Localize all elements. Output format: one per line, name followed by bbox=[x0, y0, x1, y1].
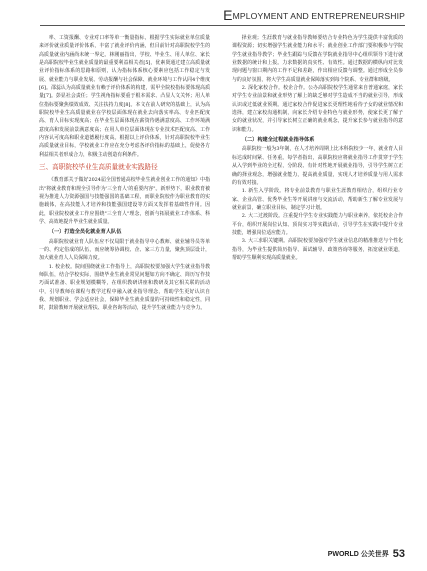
left-column bbox=[39, 34, 210, 313]
page-number: 53 bbox=[392, 548, 405, 560]
paragraph: 《教育部关于做好2024届全国普通高校毕业生就业创业工作的通知》中指出"将就业教育和规全引导作为'三全育人'的重要内容"。新形势下，职业教育被视为推进人力资源强国与技能强国的基础工程，而职业院校作为职业教育的实施载体，在高技能人才培养和技能强国建设等方面又发挥着基础性作用。因此，职业院校就业工作应围绕"三全育人"理念，创新与拓展就业工作体系、科学、高效地提升毕业生就业质量。 bbox=[39, 177, 210, 225]
section-title-initial: E bbox=[223, 7, 233, 23]
paragraph: 率、工资报酬、专业对口率等单一衡量指标，根据学生实际就业单位质量来评价就业质量评价体系，丰富了就业评价内涵，但目前针对高职院校学生的高质量就业内涵尚未统一界定。林刚丽指出，学校、毕业生、用人单位、家长是高职院校毕业生就业质量的最重要利益相关者[5]，优素贤通过建立高质量就业评价指标体系的思路和原则，认为指标体系核心要素应包括工作稳定与发展、就业能力与职业发展、劳动报酬与社会保障、就业环境与工作认同4个维度[6]。邵蕊认为高质量就业有赖于评价体系的构建，需甲全院校指标要体现高质量[7]。彭显社会责任；学生视角指标要重于根本需求、凸显人文关怀；用人单位指标要聚焦绩效成效、关注扶持力度[8]。本文在前人研究的基础上，认为高职院校毕业生高质量就业在学校层面体现在就业去向落实率高、专业匹配度高、育人目标实现度高；在毕业生层面体现在薪资待遇满意度高、工作环境满意度高和发展前景满意度高；在用人单位层面体现在专业技术匹配度高、工作内容认可度高和职业道德履行度高。根据以上评价体系，针对高职院校毕业生高质量就业目标，学校就业工作应在充分考虑各评价指标的基础上，促使各方利益相关者形成合力，积极主动创造有利条件。 bbox=[39, 35, 210, 158]
paragraph: 2. 大二过渡阶段。注重提升学生专业实践能力与职业素养，依托校企合作平台，组织开展岗位认知、顶岗实习等实践活动，引导学生在实践中提升专业技能，增强岗位适应能力。 bbox=[232, 213, 403, 236]
paragraph: 1. 新生入学阶段。将专业前景教育与职业生涯教育相结合，组织行业专家、企业高管、优秀毕业生等开展讲座与交流活动，帮助新生了解专业发展与就业前景，确立职业目标，制定学习计划。 bbox=[232, 188, 403, 211]
paragraph: 3. 大三求职关键期。高职院校要加强对学生就业信息的精准推送与个性化指导，为毕业生提供简历指导、面试辅导、政策咨询等服务，拓宽就业渠道，帮助学生顺利实现高质量就业。 bbox=[232, 238, 403, 261]
paragraph: 择业观；生涯教育与就业指导教师要结合专业特色为学生提供丰富优质的课程资源；切实增强学生就业能力和水平；就业创业工作部门要积极参与学院学生就业指导教学；毕业生跟踪与反馈在学院就业指导中心组织领导下进行就业数据的统计和上报。力求数据的真实性、有效性。通过数据的横纵向对比发现问题与窗口期内的工作不足和差距，作出相应反馈与调整。通过形成全员参与的良好氛围，将大学生高质量就业保障落实到每个院系、专业群和班级。 bbox=[232, 35, 403, 83]
subsection-heading: （一）打造全员化就业育人队伍 bbox=[48, 229, 122, 236]
journal-name: PWORLD 公关世界 bbox=[327, 551, 389, 558]
section-title-rest: MPLOYMENT AND ENTREPRENEURSHIP bbox=[232, 11, 405, 21]
header-rule bbox=[40, 25, 405, 26]
section-title bbox=[223, 9, 405, 22]
paragraph: 高职院校一般为3年制，在人才培养周期上比本科院校少一年，就业育人目标达成时间紧、任务重。每学者指出，高职院校应将就业指导工作贯穿于学生从入学到毕业的全过程，分阶段、有针对性地开展就业指导，引导学生树立正确的择业观念，增强就业能力，提高就业质量，实现人才培养质量与用人需求的有效对接。 bbox=[232, 146, 403, 186]
subsection-heading: （二）构建全过程就业指导体系 bbox=[241, 137, 315, 144]
paragraph: 1. 校企校。院间围绕就业工作指导上，高职院校要加强大学生就业指导教师队伍，结合学校实际，围绕毕业生就业常见问题如方向不确定、简历写作技巧面试准备、职业规划模糊等，在组织教研讲座和教研及其它相关联的活动中，引导教师在课程与教学过程中融入就业指导理念，帮助学生更好认识自我、规划职业、学会适应社会，保障毕业生就业质量的可持续性和稳定性，同时，鼓励教师开展就业帮扶、职业咨询等活动，提升学生就业能力与竞争力。 bbox=[39, 263, 210, 312]
running-header bbox=[0, 0, 427, 30]
section-heading: 三、高职院校毕业生高质量就业实践路径 bbox=[39, 163, 158, 172]
paragraph: 2. 深化家校合作。校企合作。公办高职院校学生通常来自普通家庭，家长对学生专业前景和就业形势了解上的缺乏够对学生造成不当的就业引导，形成认识或过低就业预期。通过家校合作促进家长更理性地看待子女的就业情况和选择，建立家校沟通机制，向家长介绍专业特色与就业形势，使家长更了解子女的就业状况，并引导家长树立正确的就业观念，提升家长参与就业指导的意识和能力。 bbox=[232, 85, 403, 133]
paragraph: 高职院校就业育人队伍应不仅局限于就业指导中心教师、就业辅导员等单一的、约定俗成的队伍，而应统筹协调校、企、家三方力量，聚焦顶层设计，加大就业育人人员保障力度。 bbox=[39, 238, 210, 262]
page-footer bbox=[328, 547, 405, 561]
right-column bbox=[232, 34, 403, 262]
